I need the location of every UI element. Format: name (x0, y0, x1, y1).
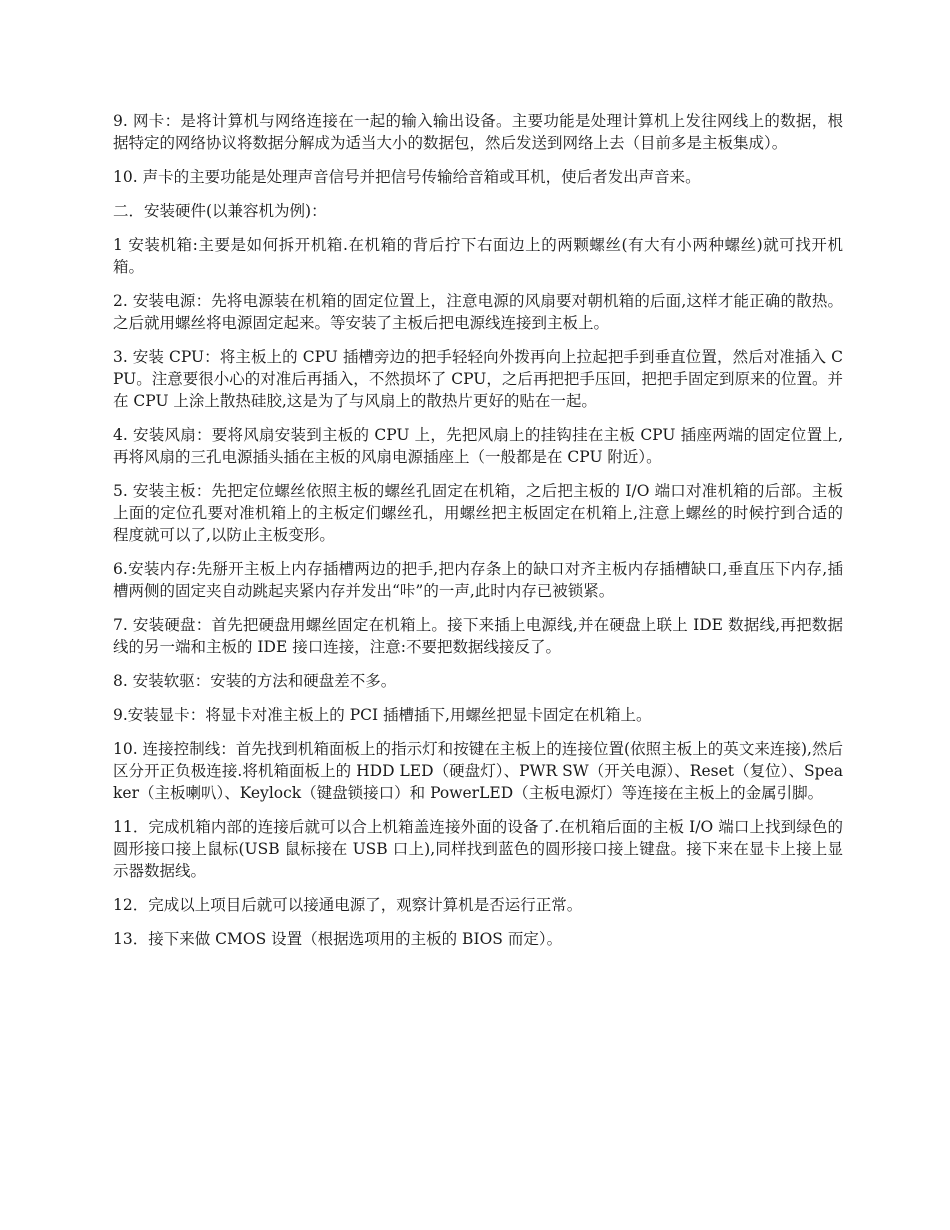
paragraph-power-on: 12．完成以上项目后就可以接通电源了，观察计算机是否运行正常。 (113, 896, 583, 914)
paragraph-install-power: 2. 安装电源：先将电源装在机箱的固定位置上，注意电源的风扇要对朝机箱的后面,这样才能正确的散热。之后就用螺丝将电源固定起来。等安装了主板后把电源线连接到主板上。 (113, 292, 843, 332)
paragraph-install-hard-disk: 7. 安装硬盘：首先把硬盘用螺丝固定在机箱上。接下来插上电源线,并在硬盘上联上 IDE 数据线,再把数据线的另一端和主板的 IDE 接口连接，注意:不要把数据线接反了。 (113, 616, 843, 656)
paragraph-install-motherboard: 5. 安装主板：先把定位螺丝依照主板的螺丝孔固定在机箱，之后把主板的 I/O 端口对准机箱的后部。主板上面的定位孔要对准机箱上的主板定们螺丝孔，用螺丝把主板固定在机箱上,注意上螺丝的时候拧到合适的程度就可以了,以防止主板变形。 (113, 482, 843, 544)
paragraph-install-floppy: 8. 安装软驱：安装的方法和硬盘差不多。 (113, 672, 397, 690)
document-body (113, 110, 843, 962)
paragraph-install-cpu: 3. 安装 CPU：将主板上的 CPU 插槽旁边的把手轻轻向外拨再向上拉起把手到垂直位置，然后对准插入 CPU。注意要很小心的对准后再插入，不然损坏了 CPU，之后再把把手压回，把把手固定到原来的位置。并在 CPU 上涂上散热硅胶,这是为了与风扇上的散热片更好的贴在一起。 (113, 348, 843, 410)
paragraph-sound-card: 10. 声卡的主要功能是处理声音信号并把信号传输给音箱或耳机，使后者发出声音来。 (113, 168, 701, 186)
section-heading-install-hardware: 二．安装硬件(以兼容机为例)： (113, 202, 327, 220)
paragraph-network-card: 9. 网卡：是将计算机与网络连接在一起的输入输出设备。主要功能是处理计算机上发往网线上的数据，根据特定的网络协议将数据分解成为适当大小的数据包，然后发送到网络上去（目前多是主板集成）。 (113, 112, 843, 152)
paragraph-install-graphics-card: 9.安装显卡：将显卡对准主板上的 PCI 插槽插下,用螺丝把显卡固定在机箱上。 (113, 706, 652, 724)
paragraph-connect-control-wires: 10. 连接控制线：首先找到机箱面板上的指示灯和按键在主板上的连接位置(依照主板上的英文来连接),然后区分开正负极连接.将机箱面板上的 HDD LED（硬盘灯）、PWR SW（开关电源）、Reset（复位）、Speaker（主板喇叭）、Keylock（键盘锁接口）和 PowerLED（主板电源灯）等连接在主板上的金属引脚。 (113, 740, 843, 802)
paragraph-install-memory: 6.安装内存:先掰开主板上内存插槽两边的把手,把内存条上的缺口对齐主板内存插槽缺口,垂直压下内存,插槽两侧的固定夹自动跳起夹紧内存并发出“咔”的一声,此时内存已被锁紧。 (113, 560, 843, 600)
paragraph-connect-external-devices: 11．完成机箱内部的连接后就可以合上机箱盖连接外面的设备了.在机箱后面的主板 I/O 端口上找到绿色的圆形接口接上鼠标(USB 鼠标接在 USB 口上),同样找到蓝色的圆形接口接上键盘。接下来在显卡上接上显示器数据线。 (113, 818, 843, 880)
paragraph-cmos-setup: 13．接下来做 CMOS 设置（根据选项用的主板的 BIOS 而定）。 (113, 930, 563, 948)
paragraph-install-fan: 4. 安装风扇：要将风扇安装到主板的 CPU 上，先把风扇上的挂钩挂在主板 CPU 插座两端的固定位置上,再将风扇的三孔电源插头插在主板的风扇电源插座上（一般都是在 CPU 附近）。 (113, 426, 843, 466)
paragraph-install-case: 1 安装机箱:主要是如何拆开机箱.在机箱的背后拧下右面边上的两颗螺丝(有大有小两种螺丝)就可找开机箱。 (113, 236, 843, 276)
